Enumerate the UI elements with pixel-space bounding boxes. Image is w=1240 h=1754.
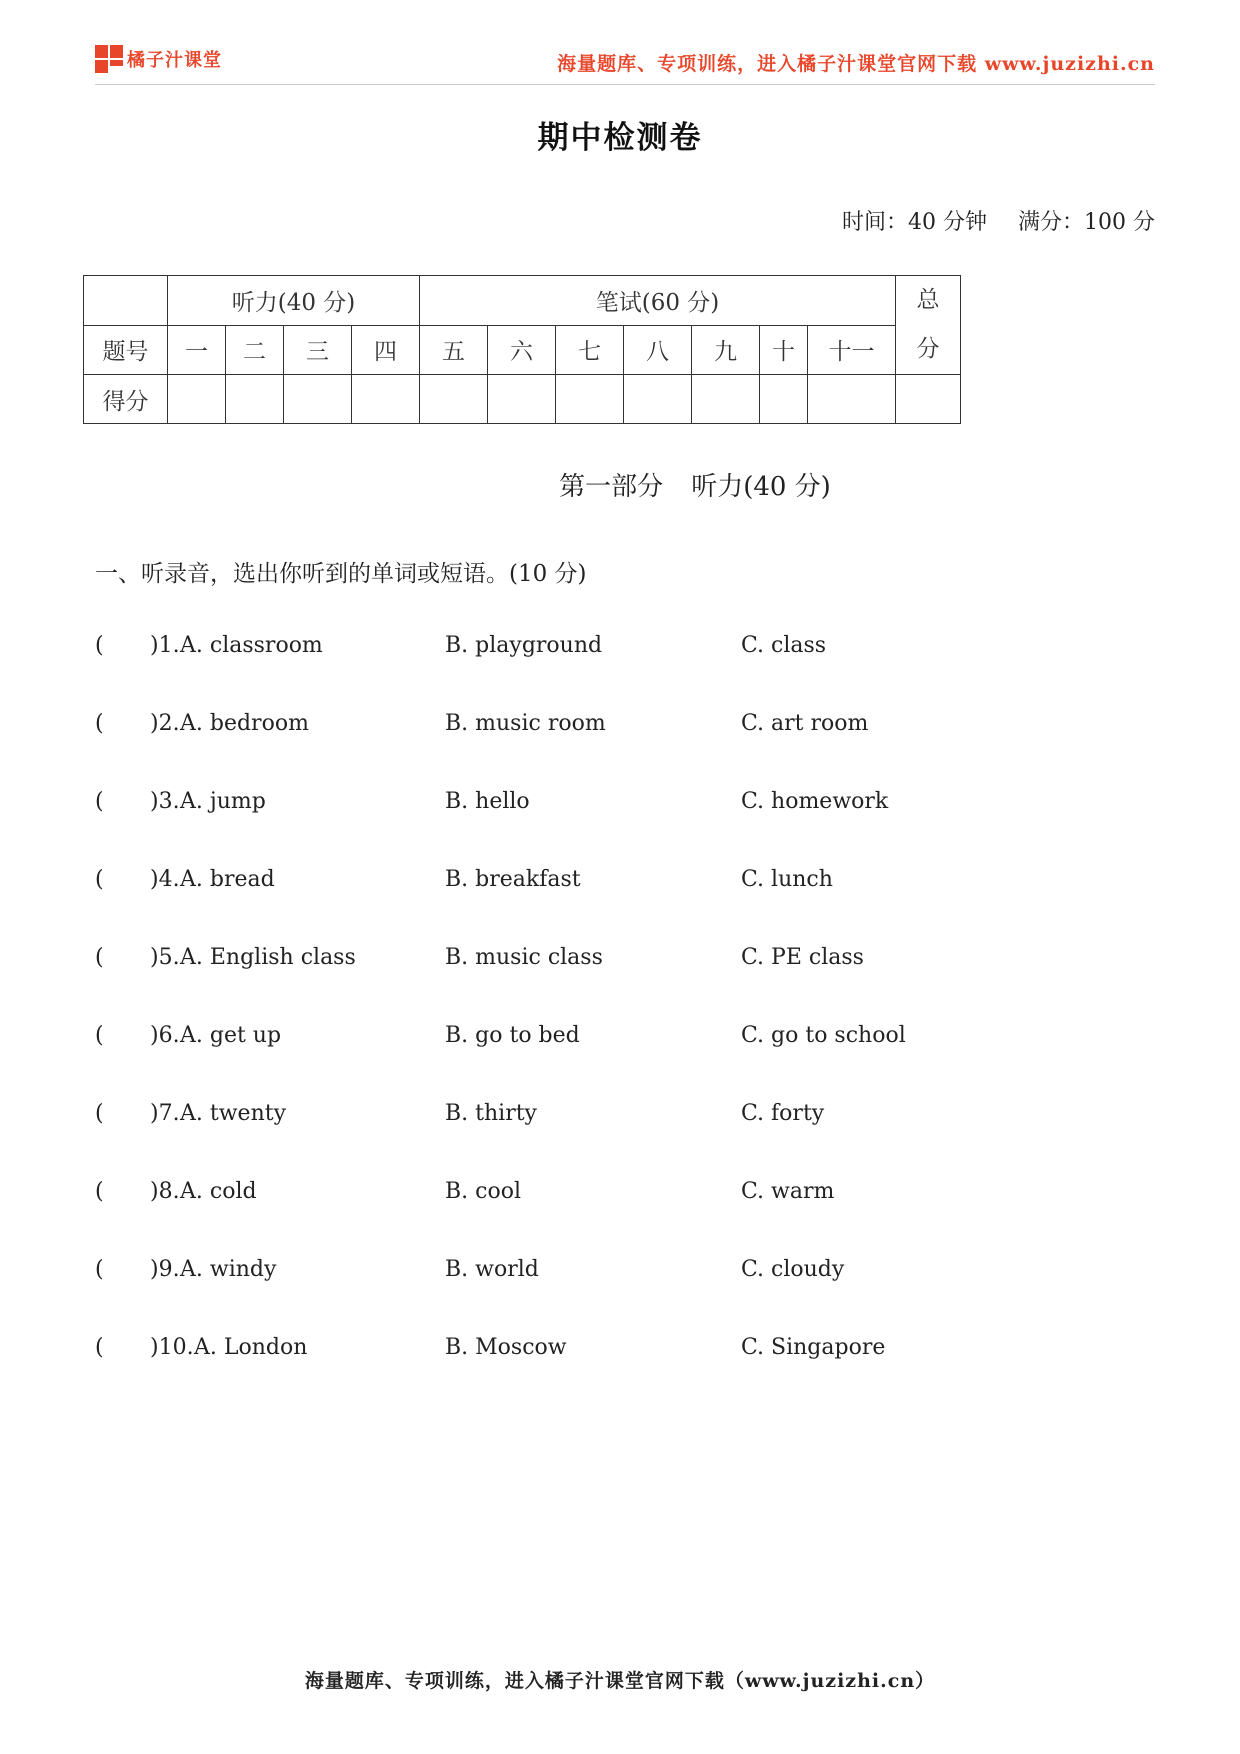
answer-blank[interactable]: ( bbox=[95, 1101, 104, 1126]
option-b: B. playground bbox=[445, 633, 603, 658]
option-b: B. cool bbox=[445, 1179, 522, 1204]
score-cell[interactable] bbox=[420, 375, 488, 424]
option-c: C. Singapore bbox=[741, 1335, 886, 1360]
score-row bbox=[84, 375, 961, 424]
question-row bbox=[95, 945, 1095, 981]
score-cell[interactable] bbox=[488, 375, 556, 424]
total-score-cell[interactable] bbox=[896, 375, 961, 424]
question-number: )10. bbox=[150, 1335, 194, 1360]
option-a: A. bread bbox=[180, 867, 275, 892]
column-label: 六 bbox=[488, 325, 556, 375]
option-a: A. London bbox=[194, 1335, 308, 1360]
section-title bbox=[0, 466, 1240, 503]
score-cell[interactable] bbox=[808, 375, 896, 424]
option-c: C. lunch bbox=[741, 867, 833, 892]
answer-blank[interactable]: ( bbox=[95, 1257, 104, 1282]
page-footer[interactable]: 海量题库、专项训练，进入橘子汁课堂官网下载（www.juzizhi.cn） bbox=[304, 1670, 936, 1692]
section-part: 第一部分 bbox=[559, 472, 664, 502]
question-number: )6. bbox=[150, 1023, 180, 1048]
option-c: C. forty bbox=[741, 1101, 825, 1126]
option-c: C. warm bbox=[741, 1179, 835, 1204]
option-c: C. class bbox=[741, 633, 827, 658]
option-a: A. bedroom bbox=[180, 711, 309, 736]
answer-blank[interactable]: ( bbox=[95, 633, 104, 658]
score-cell[interactable] bbox=[760, 375, 808, 424]
question-number-row bbox=[84, 325, 961, 375]
question-row bbox=[95, 711, 1095, 747]
column-label: 八 bbox=[624, 325, 692, 375]
answer-blank[interactable]: ( bbox=[95, 1179, 104, 1204]
option-b: B. breakfast bbox=[445, 867, 581, 892]
question-number: )5. bbox=[150, 945, 180, 970]
page-header bbox=[95, 40, 1155, 86]
logo-text: 橘子汁课堂 bbox=[127, 50, 222, 71]
writing-header: 笔试(60 分) bbox=[420, 276, 896, 326]
question-row bbox=[95, 1101, 1095, 1137]
question-row bbox=[95, 1335, 1095, 1371]
option-a: A. get up bbox=[180, 1023, 282, 1048]
question-number: )9. bbox=[150, 1257, 180, 1282]
question-number: )2. bbox=[150, 711, 180, 736]
score-cell[interactable] bbox=[624, 375, 692, 424]
column-label: 三 bbox=[284, 325, 352, 375]
logo-mark-icon bbox=[95, 45, 123, 73]
question-number: )3. bbox=[150, 789, 180, 814]
question-number: )1. bbox=[150, 633, 180, 658]
score-table-header-row bbox=[84, 276, 961, 326]
question-number: )4. bbox=[150, 867, 180, 892]
score-cell[interactable] bbox=[226, 375, 284, 424]
total-header-bottom: 分 bbox=[916, 336, 940, 362]
page-title: 期中检测卷 bbox=[537, 120, 703, 156]
exam-time: 时间：40 分钟 bbox=[842, 210, 987, 235]
answer-blank[interactable]: ( bbox=[95, 945, 104, 970]
question-row bbox=[95, 633, 1095, 669]
score-table bbox=[83, 275, 961, 424]
option-a: A. jump bbox=[180, 789, 266, 814]
score-cell[interactable] bbox=[168, 375, 226, 424]
option-c: C. homework bbox=[741, 789, 889, 814]
option-b: B. go to bed bbox=[445, 1023, 580, 1048]
brand-logo[interactable] bbox=[95, 45, 222, 73]
question-row bbox=[95, 867, 1095, 903]
question-number: )7. bbox=[150, 1101, 180, 1126]
option-a: A. cold bbox=[180, 1179, 257, 1204]
option-a: A. twenty bbox=[180, 1101, 287, 1126]
time-info bbox=[818, 205, 1155, 236]
row-label-number: 题号 bbox=[84, 325, 168, 375]
answer-blank[interactable]: ( bbox=[95, 867, 104, 892]
option-b: B. music room bbox=[445, 711, 606, 736]
option-a: A. windy bbox=[180, 1257, 277, 1282]
option-b: B. music class bbox=[445, 945, 603, 970]
question-row bbox=[95, 1023, 1095, 1059]
row-label-score: 得分 bbox=[84, 375, 168, 424]
full-score: 满分：100 分 bbox=[1018, 210, 1155, 235]
option-b: B. world bbox=[445, 1257, 539, 1282]
score-cell[interactable] bbox=[692, 375, 760, 424]
listening-header: 听力(40 分) bbox=[168, 276, 420, 326]
answer-blank[interactable]: ( bbox=[95, 711, 104, 736]
option-c: C. go to school bbox=[741, 1023, 906, 1048]
score-table-corner bbox=[84, 276, 168, 326]
question-number: )8. bbox=[150, 1179, 180, 1204]
total-header bbox=[896, 276, 961, 375]
header-divider bbox=[95, 84, 1155, 85]
answer-blank[interactable]: ( bbox=[95, 1335, 104, 1360]
column-label: 一 bbox=[168, 325, 226, 375]
option-b: B. thirty bbox=[445, 1101, 537, 1126]
header-slogan[interactable]: 海量题库、专项训练，进入橘子汁课堂官网下载 www.juzizhi.cn bbox=[557, 53, 1155, 75]
option-a: A. classroom bbox=[180, 633, 323, 658]
question-row bbox=[95, 1179, 1095, 1215]
option-b: B. hello bbox=[445, 789, 530, 814]
column-label: 十 bbox=[760, 325, 808, 375]
section-name: 听力(40 分) bbox=[691, 472, 831, 502]
column-label: 四 bbox=[352, 325, 420, 375]
question-heading: 一、听录音，选出你听到的单词或短语。(10 分) bbox=[95, 561, 587, 587]
score-cell[interactable] bbox=[284, 375, 352, 424]
column-label: 五 bbox=[420, 325, 488, 375]
option-c: C. PE class bbox=[741, 945, 864, 970]
question-row bbox=[95, 789, 1095, 825]
answer-blank[interactable]: ( bbox=[95, 789, 104, 814]
column-label: 十一 bbox=[808, 325, 896, 375]
answer-blank[interactable]: ( bbox=[95, 1023, 104, 1048]
option-a: A. English class bbox=[180, 945, 356, 970]
column-label: 七 bbox=[556, 325, 624, 375]
question-row bbox=[95, 1257, 1095, 1293]
option-b: B. Moscow bbox=[445, 1335, 567, 1360]
column-label: 二 bbox=[226, 325, 284, 375]
column-label: 九 bbox=[692, 325, 760, 375]
option-c: C. cloudy bbox=[741, 1257, 845, 1282]
option-c: C. art room bbox=[741, 711, 869, 736]
score-cell[interactable] bbox=[352, 375, 420, 424]
total-header-top: 总 bbox=[916, 287, 940, 313]
score-cell[interactable] bbox=[556, 375, 624, 424]
